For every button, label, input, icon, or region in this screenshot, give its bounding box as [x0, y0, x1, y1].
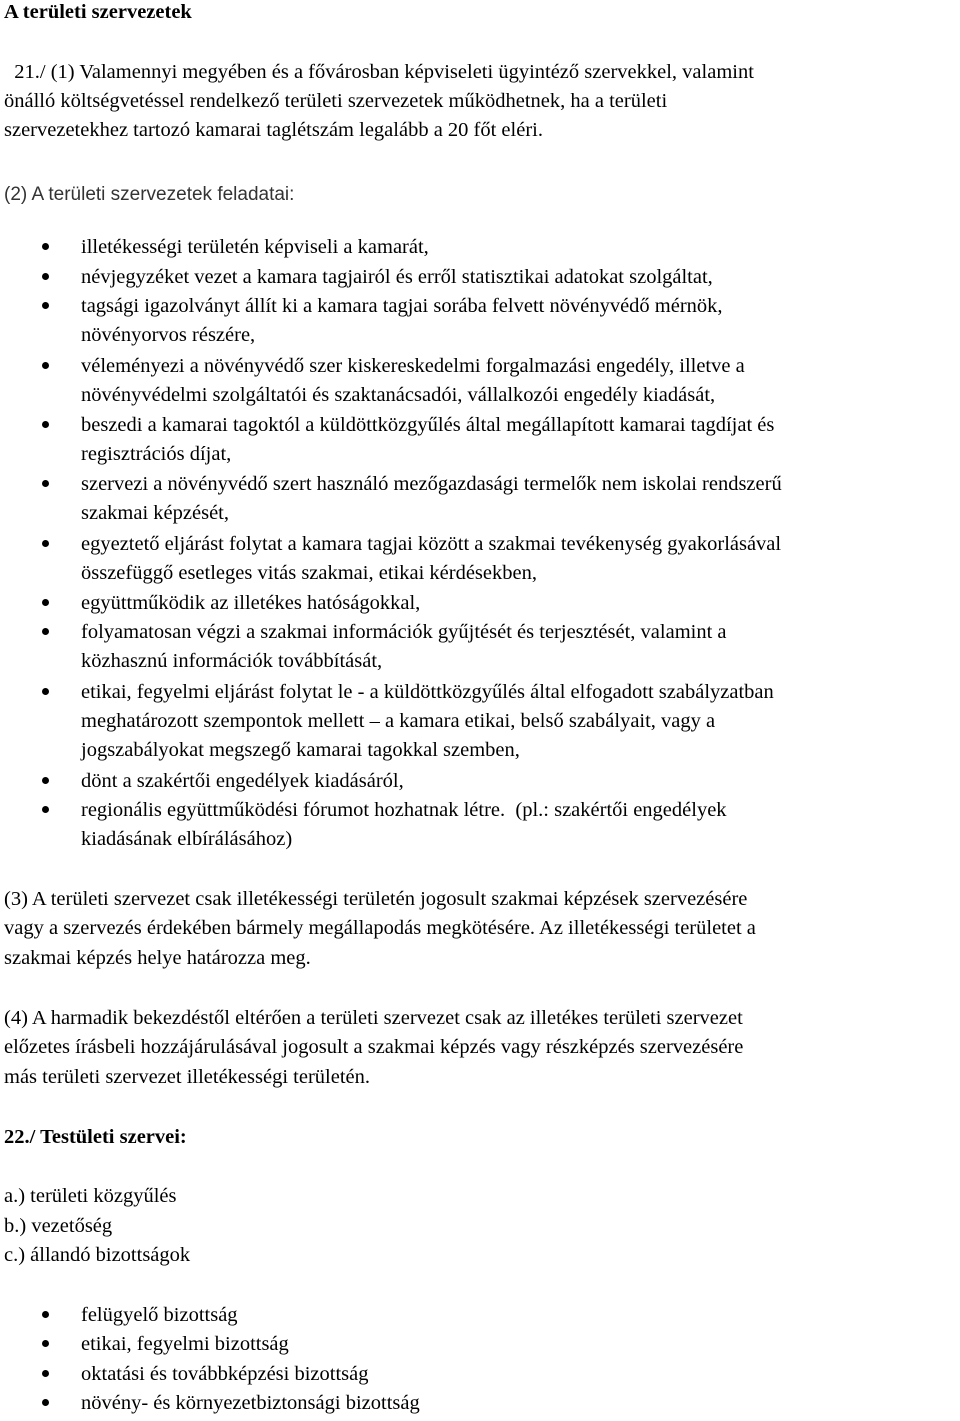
list-item: tagsági igazolványt állít ki a kamara tagjai sorába felvett növényvédő mérnök,: [81, 295, 723, 317]
bullet-icon: [42, 1340, 49, 1347]
page-title: A területi szervezetek: [4, 1, 192, 23]
list-item-continuation: meghatározott szempontok mellett – a kamara etikai, belső szabályait, vagy a: [81, 710, 716, 732]
list-item: b.) vezetőség: [4, 1215, 113, 1237]
list-item: etikai, fegyelmi bizottság: [81, 1333, 289, 1355]
list-item: etikai, fegyelmi eljárást folytat le - a küldöttközgyűlés által elfogadott szabályzatban: [81, 681, 774, 703]
section-22-title: 22./ Testületi szervei:: [4, 1126, 187, 1148]
bullet-icon: [42, 1311, 49, 1318]
text-line: önálló költségvetéssel rendelkező területi szervezetek működhetnek, ha a területi: [4, 90, 668, 112]
bullet-icon: [42, 599, 49, 606]
list-item: oktatási és továbbképzési bizottság: [81, 1363, 369, 1385]
bullet-icon: [42, 421, 49, 428]
text-line: (4) A harmadik bekezdéstől eltérően a területi szervezet csak az illetékes területi szervezet: [4, 1007, 743, 1029]
list-item-continuation: jogszabályokat megszegő kamarai tagokkal szemben,: [81, 739, 520, 761]
list-item: dönt a szakértői engedélyek kiadásáról,: [81, 770, 404, 792]
list-item: folyamatosan végzi a szakmai információk gyűjtését és terjesztését, valamint a: [81, 621, 727, 643]
list-item: illetékességi területén képviseli a kamarát,: [81, 236, 429, 258]
list-item: névjegyzéket vezet a kamara tagjairól és erről statisztikai adatokat szolgáltat,: [81, 266, 713, 288]
list-item-continuation: szakmai képzését,: [81, 502, 229, 524]
section-21-paragraph-2-title: (2) A területi szervezetek feladatai:: [4, 184, 295, 205]
list-item: egyeztető eljárást folytat a kamara tagjai között a szakmai tevékenység gyakorlásával: [81, 533, 782, 555]
text-line: vagy a szervezés érdekében bármely megállapodás megkötésére. Az illetékességi területet a: [4, 917, 756, 939]
list-item-continuation: növényvédelmi szolgáltatói és szaktanácsadói, vállalkozói engedély kiadását,: [81, 384, 716, 406]
bullet-icon: [42, 243, 49, 250]
bullet-icon: [42, 273, 49, 280]
list-item: regionális együttműködési fórumot hozhatnak létre. (pl.: szakértői engedélyek: [81, 799, 727, 821]
list-item-continuation: kiadásának elbírálásához): [81, 828, 293, 850]
bullet-icon: [42, 480, 49, 487]
text-line: (3) A területi szervezet csak illetékességi területén jogosult szakmai képzések szervezésére: [4, 888, 748, 910]
bullet-icon: [42, 628, 49, 635]
bullet-icon: [42, 688, 49, 695]
text-line: előzetes írásbeli hozzájárulásával jogosult a szakmai képzés vagy részképzés szervezésére: [4, 1036, 744, 1058]
list-item: szervezi a növényvédő szert használó mezőgazdasági termelők nem iskolai rendszerű: [81, 473, 782, 495]
list-item: beszedi a kamarai tagoktól a küldöttközgyűlés által megállapított kamarai tagdíjat és: [81, 414, 775, 436]
list-item-continuation: összefüggő esetleges vitás szakmai, etikai kérdésekben,: [81, 562, 537, 584]
bullet-icon: [42, 777, 49, 784]
text-line: más területi szervezet illetékességi területén.: [4, 1066, 370, 1088]
bullet-icon: [42, 806, 49, 813]
bullet-icon: [42, 302, 49, 309]
text-line: szervezetekhez tartozó kamarai taglétszám legalább a 20 főt eléri.: [4, 119, 543, 141]
text-line: 21./ (1) Valamennyi megyében és a fővárosban képviseleti ügyintéző szervekkel, valamint: [4, 61, 754, 83]
list-item: együttműködik az illetékes hatóságokkal,: [81, 592, 421, 614]
list-item: felügyelő bizottság: [81, 1304, 238, 1326]
list-item-continuation: közhasznú információk továbbítását,: [81, 650, 383, 672]
bullet-icon: [42, 1370, 49, 1377]
bullet-icon: [42, 1399, 49, 1406]
list-item: c.) állandó bizottságok: [4, 1244, 191, 1266]
text-line: szakmai képzés helye határozza meg.: [4, 947, 311, 969]
list-item: a.) területi közgyűlés: [4, 1185, 177, 1207]
list-item-continuation: regisztrációs díjat,: [81, 443, 232, 465]
bullet-icon: [42, 540, 49, 547]
bullet-icon: [42, 362, 49, 369]
list-item: véleményezi a növényvédő szer kiskereskedelmi forgalmazási engedély, illetve a: [81, 355, 745, 377]
list-item-continuation: növényorvos részére,: [81, 324, 256, 346]
list-item: növény- és környezetbiztonsági bizottság: [81, 1392, 420, 1414]
